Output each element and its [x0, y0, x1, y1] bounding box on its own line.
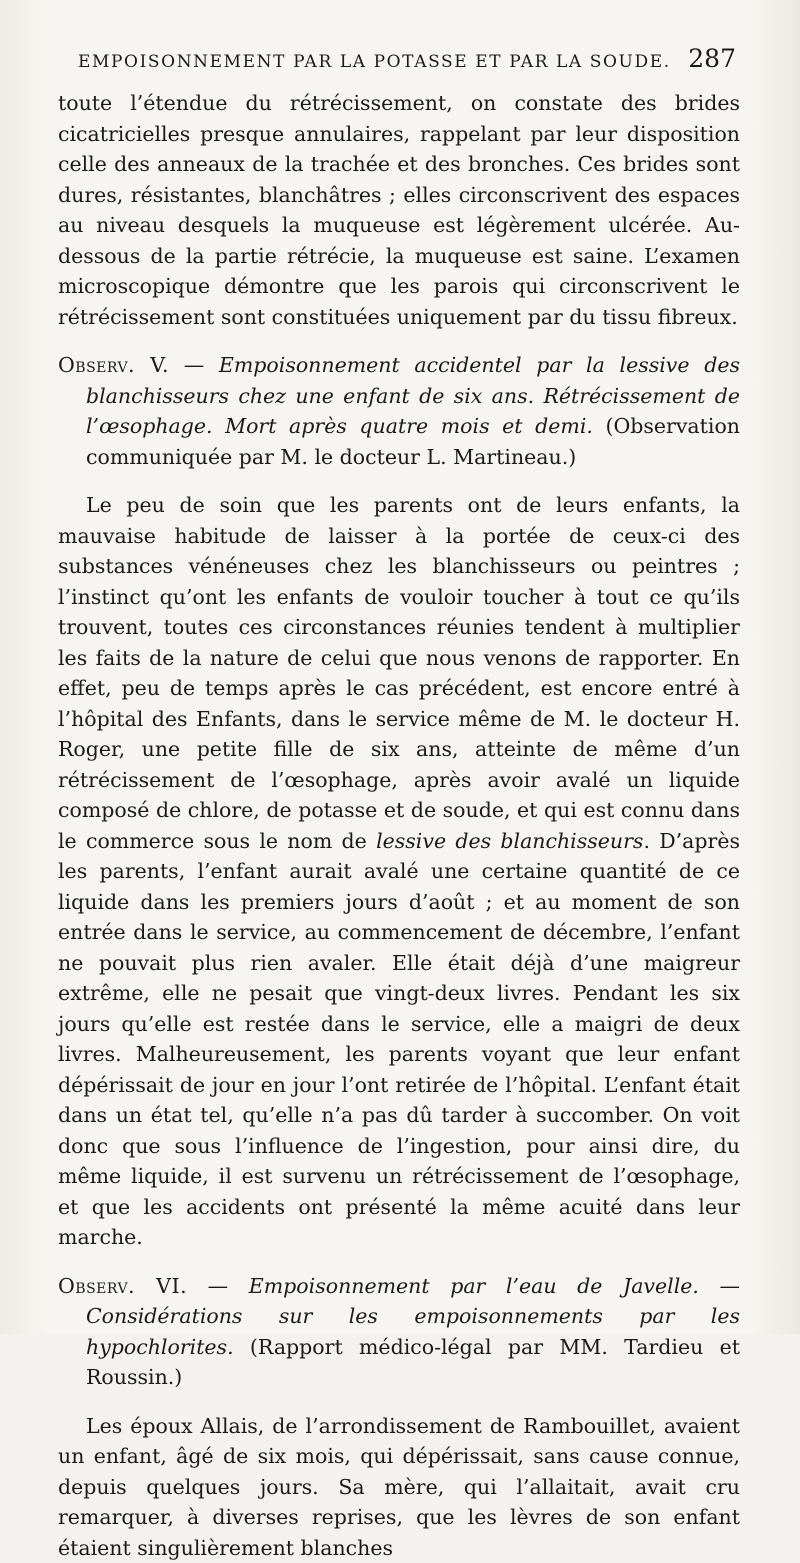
paragraph-case-text-part2: . D’après les parents, l’enfant aurait avalé une certaine quantité de ce liquide dans les premiers jours d’août ; et au moment de son entrée dans le service, au commencement de décembre, l’enfant ne pouvait plus rien avaler. Elle était déjà d’une maigreur extrême, elle ne pesait que vingt-deux livres. Pendant les six jours qu’elle est restée dans le service, elle a maigri de deux livres. Malheureusement, les parents voyant que leur enfant dépérissait de jour en jour l’ont retirée de l’hôpital. L’enfant était dans un état tel, qu’elle n’a pas dû tarder à succomber. On voit donc que sous l’influence de l’ingestion, pour ainsi dire, du même liquide, il est survenu un rétrécissement de l’œsophage, et que les accidents ont présenté la même acuité dans leur marche.	[58, 829, 740, 1250]
page-body	[58, 88, 740, 1563]
observation-6-heading	[58, 1271, 740, 1393]
observation-5-source: (Observation communiquée par M. le docteur L. Martineau.)	[86, 414, 740, 469]
observation-5-label: Observ. V.	[58, 353, 169, 377]
observation-6-source: (Rapport médico-légal par MM. Tardieu et Roussin.)	[86, 1335, 740, 1390]
observation-5-title: Empoisonnement accidentel par la lessive des blanchisseurs chez une enfant de six ans. Rétrécissement de l’œsophage. Mort après quatre mois et demi.	[86, 353, 740, 438]
paragraph-case-italic-term: lessive des blanchisseurs	[376, 829, 643, 853]
observation-6-title: Empoisonnement par l’eau de Javelle. — Considérations sur les empoisonnements par les hypochlorites.	[86, 1274, 740, 1359]
observation-6-dash: —	[187, 1274, 249, 1298]
page-header	[78, 44, 736, 73]
paragraph-allais-case: Les époux Allais, de l’arrondissement de Rambouillet, avaient un enfant, âgé de six mois, qui dépérissait, sans cause connue, depuis quelques jours. Sa mère, qui l’allaitait, avait cru remarquer, à diverses reprises, que les lèvres de son enfant étaient singulièrement blanches	[58, 1411, 740, 1563]
paragraph-case-description	[58, 490, 740, 1253]
observation-6-label: Observ. VI.	[58, 1274, 187, 1298]
observation-5-heading	[58, 350, 740, 472]
observation-5-dash: —	[169, 353, 219, 377]
page-number: 287	[688, 44, 736, 73]
paragraph-case-text-part1: Le peu de soin que les parents ont de leurs enfants, la mauvaise habitude de laisser à la portée de ceux-ci des substances vénéneuses chez les blanchisseurs ou peintres ; l’instinct qu’ont les enfants de vouloir toucher à tout ce qu’ils trouvent, toutes ces circonstances réunies tendent à multiplier les faits de la nature de celui que nous venons de rapporter. En effet, peu de temps après le cas précédent, est encore entré à l’hôpital des Enfants, dans le service même de M. le docteur H. Roger, une petite fille de six ans, atteinte de même d’un rétrécissement de l’œsophage, après avoir avalé un liquide composé de chlore, de potasse et de soude, et qui est connu dans le commerce sous le nom de	[58, 493, 740, 853]
running-title: EMPOISONNEMENT PAR LA POTASSE ET PAR LA SOUDE.	[78, 52, 671, 72]
paragraph-continuation: toute l’étendue du rétrécissement, on constate des brides cicatricielles presque annulaires, rappelant par leur disposition celle des anneaux de la trachée et des bronches. Ces brides sont dures, résistantes, blanchâtres ; elles circonscrivent des espaces au niveau desquels la muqueuse est légèrement ulcérée. Au-dessous de la partie rétrécie, la muqueuse est saine. L’examen microscopique démontre que les parois qui circonscrivent le rétrécissement sont constituées uniquement par du tissu fibreux.	[58, 88, 740, 332]
